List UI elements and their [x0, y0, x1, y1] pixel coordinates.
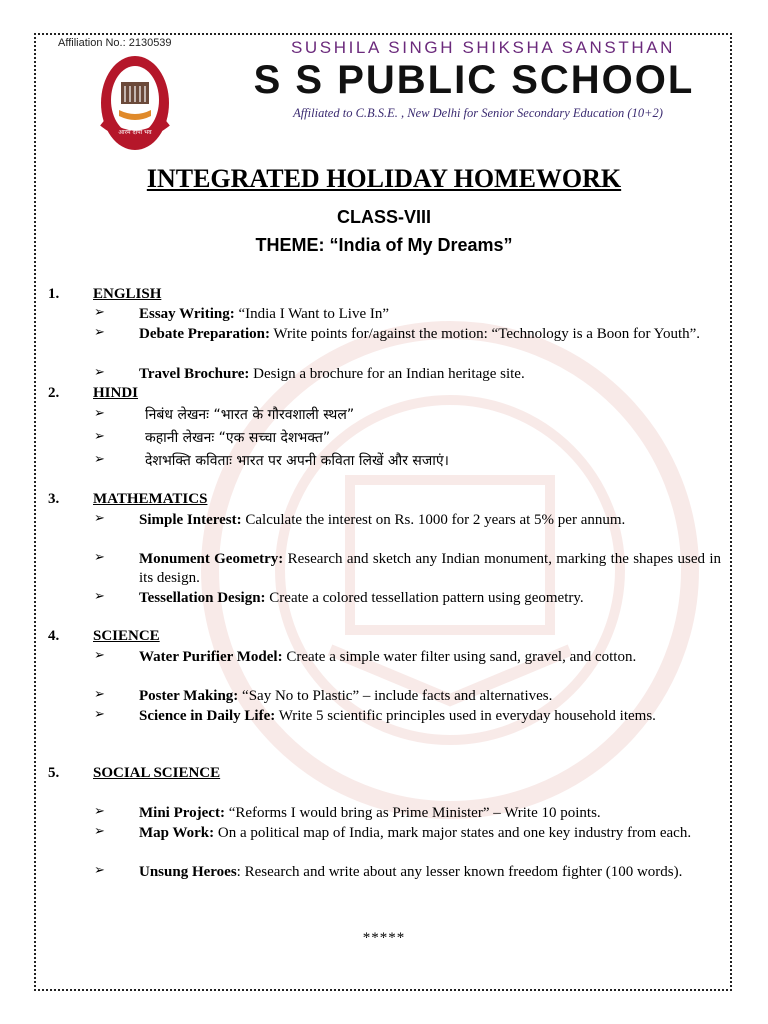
section-title-hindi: HINDI — [93, 385, 139, 401]
section-number: 1. — [48, 286, 60, 302]
society-name: SUSHILA SINGH SHIKSHA SANSTHAN — [290, 38, 676, 57]
section-title-english: ENGLISH — [93, 286, 162, 302]
arrow-bullet-icon: ➢ — [94, 365, 105, 380]
svg-text:आरम दीपो भव: आरम दीपो भव — [118, 129, 152, 136]
class-heading: CLASS-VIII — [336, 207, 431, 227]
school-name: S S PUBLIC SCHOOL — [253, 58, 695, 102]
section-title-mathematics: MATHEMATICS — [93, 491, 208, 507]
arrow-bullet-icon: ➢ — [94, 687, 105, 702]
arrow-bullet-icon: ➢ — [94, 406, 105, 421]
arrow-bullet-icon: ➢ — [94, 863, 105, 878]
section-number: 4. — [48, 628, 60, 644]
arrow-bullet-icon: ➢ — [94, 325, 105, 340]
arrow-bullet-icon: ➢ — [94, 824, 105, 839]
arrow-bullet-icon: ➢ — [94, 589, 105, 604]
arrow-bullet-icon: ➢ — [94, 452, 105, 467]
school-logo — [51, 52, 219, 154]
section-number: 3. — [48, 491, 60, 507]
arrow-bullet-icon: ➢ — [94, 305, 105, 320]
arrow-bullet-icon: ➢ — [94, 511, 105, 526]
arrow-bullet-icon: ➢ — [94, 804, 105, 819]
arrow-bullet-icon: ➢ — [94, 429, 105, 444]
section-number: 2. — [48, 385, 60, 401]
section-number: 5. — [48, 765, 60, 781]
document-title: INTEGRATED HOLIDAY HOMEWORK — [146, 164, 622, 193]
section-title-science: SCIENCE — [93, 628, 160, 644]
school-affiliation: Affiliated to C.B.S.E. , New Delhi for Senior Secondary Education (10+2) — [293, 106, 663, 120]
affiliation-number: Affiliation No.: 2130539 — [58, 37, 172, 49]
arrow-bullet-icon: ➢ — [94, 648, 105, 663]
arrow-bullet-icon: ➢ — [94, 707, 105, 722]
footer-stars: ***** — [362, 930, 406, 946]
theme-heading: THEME: “India of My Dreams” — [255, 235, 513, 255]
section-title-social-science: SOCIAL SCIENCE — [93, 765, 221, 781]
arrow-bullet-icon: ➢ — [94, 550, 105, 565]
